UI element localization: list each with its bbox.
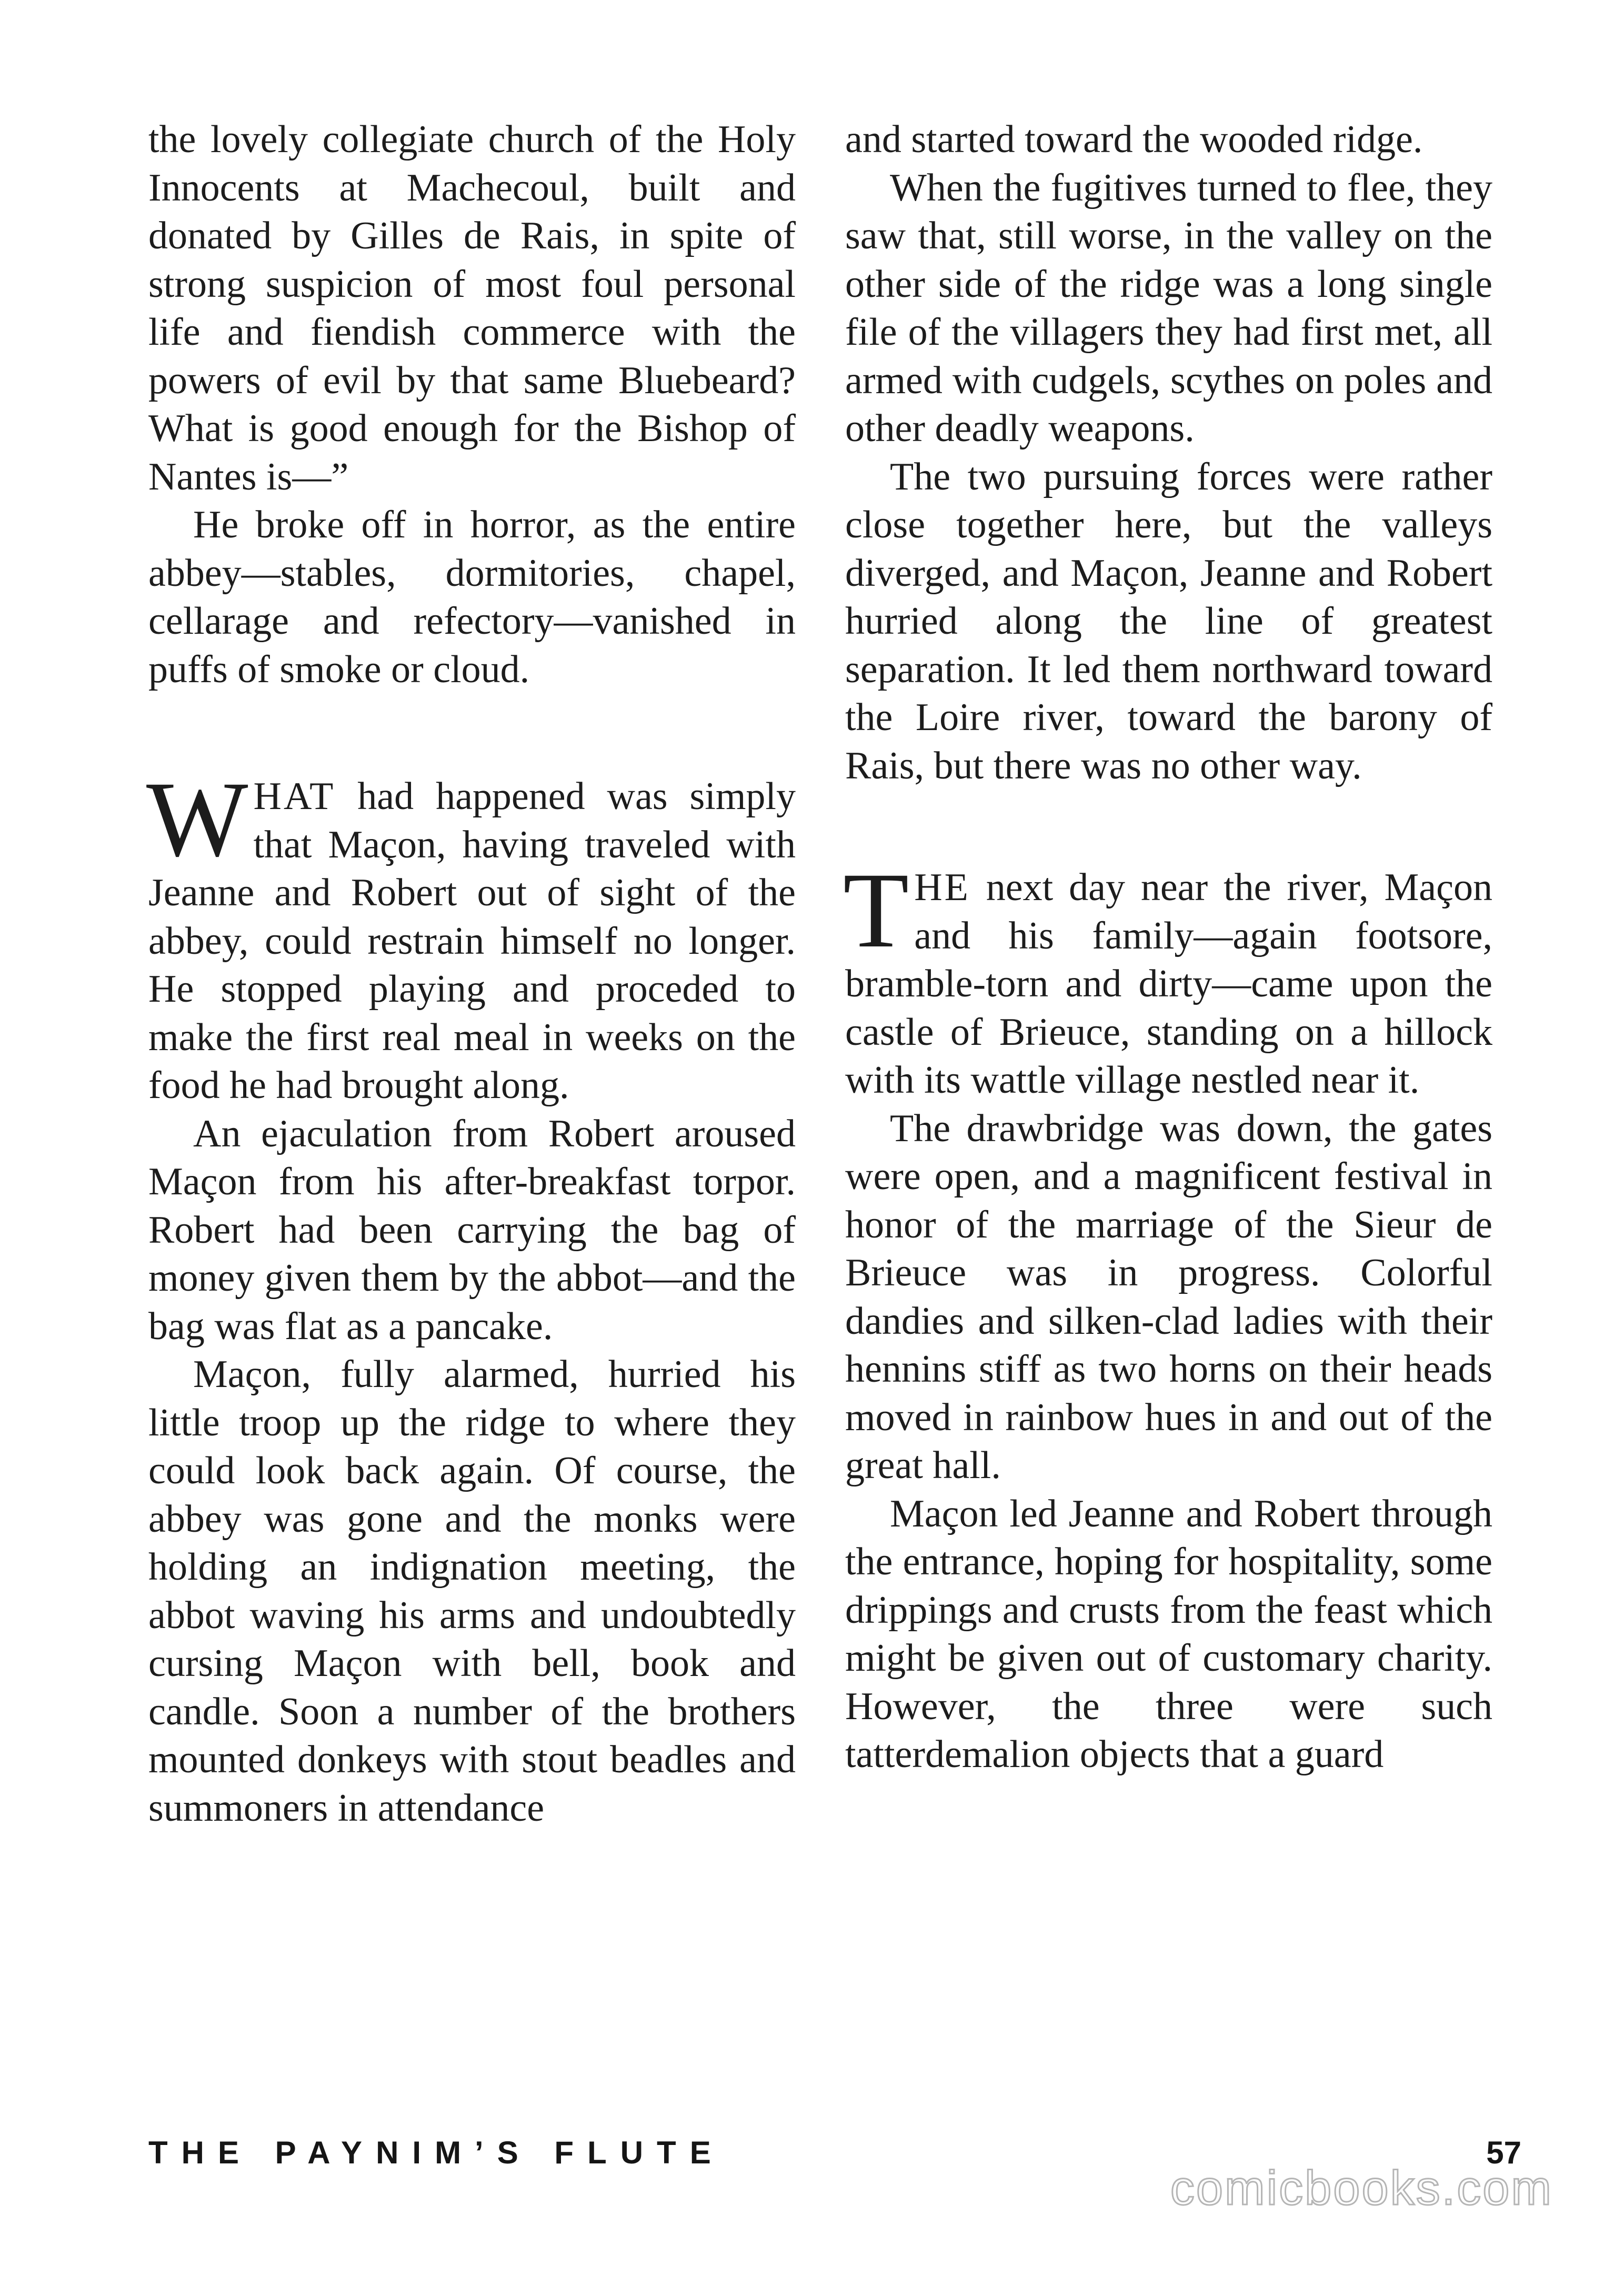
paragraph: the lovely collegiate church of the Holy Innocents at Machecoul, built and donated by Gilles de Rais, in spite of strong suspicion of most foul personal life and fiendish commerce with the powers of evil by that same Bluebeard? What is good enough for the Bishop of Nantes is—” [148, 118, 796, 498]
paragraph-text: had happened was simply that Maçon, having traveled with Jeanne and Robert out of sight of the abbey, could restrain himself no longer. He stopped playing and proceded to make the first real meal in weeks on the food he had brought along. [148, 775, 796, 1107]
paragraph: He broke off in horror, as the entire abbey—stables, dormitories, chapel, cellarage and refectory—vanished in puffs of smoke or cloud. [148, 503, 796, 691]
section-opening-paragraph [146, 760, 796, 1110]
paragraph: The two pursuing forces were rather close together here, but the valleys diverged, and Maçon, Jeanne and Robert hurried along the line of greatest separation. It led them northward toward the Loire river, toward the barony of Rais, but there was no other way. [845, 455, 1492, 787]
paragraph-text: next day near the river, Maçon and his family—again footsore, bramble-torn and dirty—came upon the castle of Brieuce, standing on a hillock with its wattle village nestled near it. [845, 866, 1492, 1102]
watermark-logo: comicbooks.com [1170, 2161, 1553, 2215]
drop-cap: W [146, 760, 248, 879]
right-column [845, 116, 1492, 1779]
left-column [148, 116, 796, 1832]
paragraph: The drawbridge was down, the gates were open, and a magnificent festival in honor of the marriage of the Sieur de Brieuce was in progress. Colorful dandies and silken-clad ladies with their hennins stiff as two horns on their heads moved in rainbow hues in and out of the great hall. [845, 1106, 1492, 1487]
paragraph: and started toward the wooded ridge. [845, 118, 1423, 161]
running-title: THE PAYNIM’S FLUTE [148, 2135, 725, 2170]
paragraph: Maçon, fully alarmed, hurried his little troop up the ridge to where they could look back again. Of course, the abbey was gone and the monks were holding an indignation meeting, the abbot waving his arms and undoubtedly cursing Maçon with bell, book and candle. Soon a number of the brothers mounted donkeys with stout beadles and summoners in attendance [148, 1353, 796, 1830]
section-opening-paragraph [843, 851, 1492, 1105]
paragraph: Maçon led Jeanne and Robert through the entrance, hoping for hospitality, some drippings and crusts from the feast which might be given out of customary charity. However, the three were such tatterdemalion objects that a guard [845, 1492, 1492, 1776]
drop-cap: T [843, 851, 909, 970]
small-caps-lead: HAT [253, 775, 336, 818]
paragraph: When the fugitives turned to flee, they saw that, still worse, in the valley on the other side of the ridge was a long single file of the villagers they had first met, all armed with cudgels, scythes on poles and other deadly weapons. [845, 166, 1492, 450]
small-caps-lead: HE [914, 866, 970, 909]
paragraph: An ejaculation from Robert aroused Maçon from his after-breakfast torpor. Robert had been carrying the bag of money given them by the abbot—and the bag was flat as a pancake. [148, 1112, 796, 1348]
page-number: 57 [1486, 2135, 1521, 2170]
